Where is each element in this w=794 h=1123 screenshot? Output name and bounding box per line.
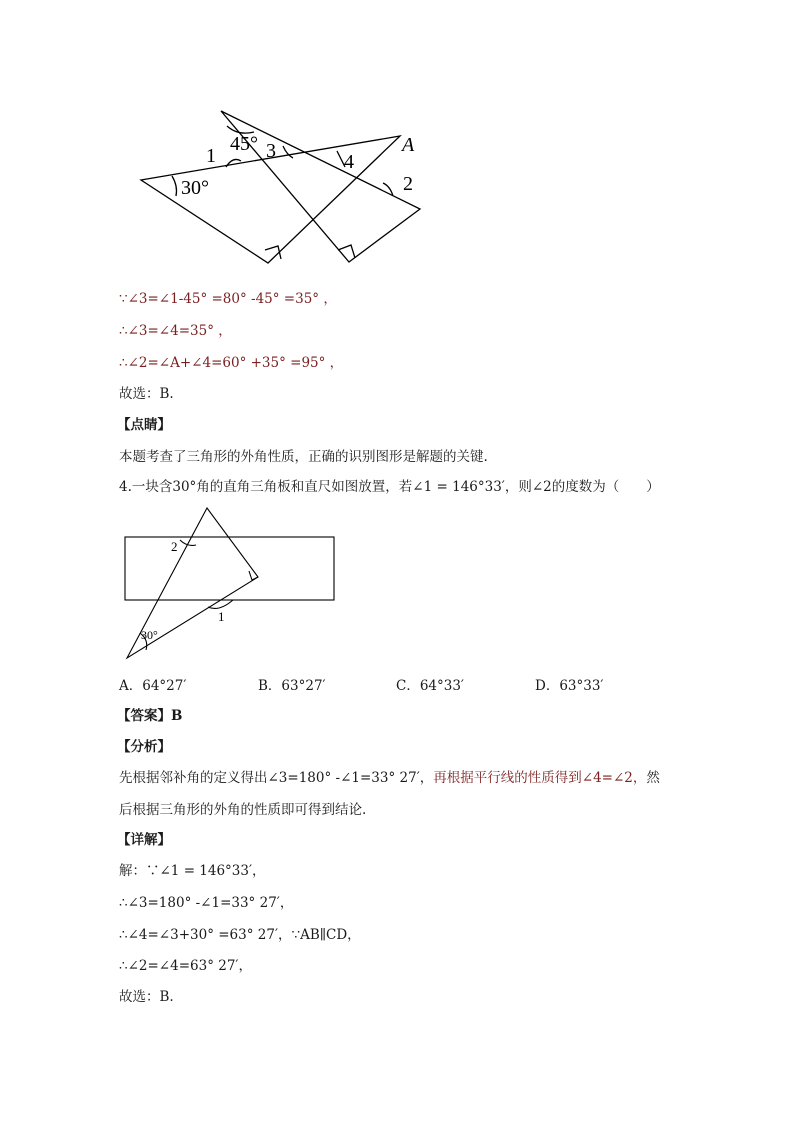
analysis-text-tail: 然 — [646, 770, 660, 786]
label-1: 1 — [206, 145, 216, 167]
option-d: D．63°33′ — [535, 678, 604, 694]
detail-line: 解：∵∠1 = 146°33′， — [119, 863, 266, 879]
detail-line: ∴∠4=∠3+30° =63° 27′，∵AB∥CD， — [119, 927, 361, 943]
label-2: 2 — [403, 173, 413, 195]
ruler — [125, 537, 334, 600]
answer-line: 【答案】B — [117, 708, 183, 724]
analysis-text: 先根据邻补角的定义得出∠3=180° -∠1=33° 27′， — [119, 770, 434, 786]
analysis-heading: 【分析】 — [117, 739, 171, 755]
analysis-line-1 — [119, 769, 660, 787]
label-30: 30° — [141, 628, 158, 642]
analysis-text-highlight: 再根据平行线的性质得到∠4=∠2， — [433, 770, 647, 786]
comment-heading: 【点睛】 — [117, 417, 171, 433]
detail-heading: 【详解】 — [117, 832, 171, 848]
question-4-stem: 4.一块含30°角的直角三角板和直尺如图放置，若∠1 = 146°33′，则∠2的度数为（ ） — [119, 479, 660, 495]
option-c: C．64°33′ — [396, 678, 465, 694]
label-1: 1 — [218, 609, 225, 624]
label-45: 45° — [230, 133, 258, 155]
solution-line: 故选：B. — [119, 386, 174, 402]
angle-arc-30 — [172, 176, 177, 196]
label-4: 4 — [344, 151, 354, 173]
angle-arc-1 — [208, 600, 233, 608]
solution-line: ∴∠2=∠A+∠4=60° +35° =95° ， — [119, 355, 344, 371]
solution-line: ∴∠3=∠4=35° ， — [119, 323, 232, 339]
solution-line: ∵∠3=∠1-45° =80° -45° =35° ， — [119, 291, 337, 307]
detail-line: ∴∠2=∠4=63° 27′， — [119, 958, 252, 974]
label-3: 3 — [266, 140, 276, 162]
option-a: A．64°27′ — [119, 678, 187, 694]
detail-line: 故选：B. — [119, 989, 174, 1005]
analysis-line-2: 后根据三角形的外角的性质即可得到结论. — [119, 802, 367, 818]
option-b: B．63°27′ — [258, 678, 326, 694]
figure-triangle-ruler — [0, 500, 794, 670]
detail-line: ∴∠3=180° -∠1=33° 27′， — [119, 895, 294, 911]
label-30: 30° — [181, 177, 209, 199]
figure-intersecting-triangles — [0, 0, 794, 270]
label-2: 2 — [171, 539, 178, 554]
comment-text: 本题考查了三角形的外角性质，正确的识别图形是解题的关键. — [119, 449, 488, 465]
angle-arc-2 — [383, 183, 393, 196]
label-A: A — [402, 134, 415, 156]
